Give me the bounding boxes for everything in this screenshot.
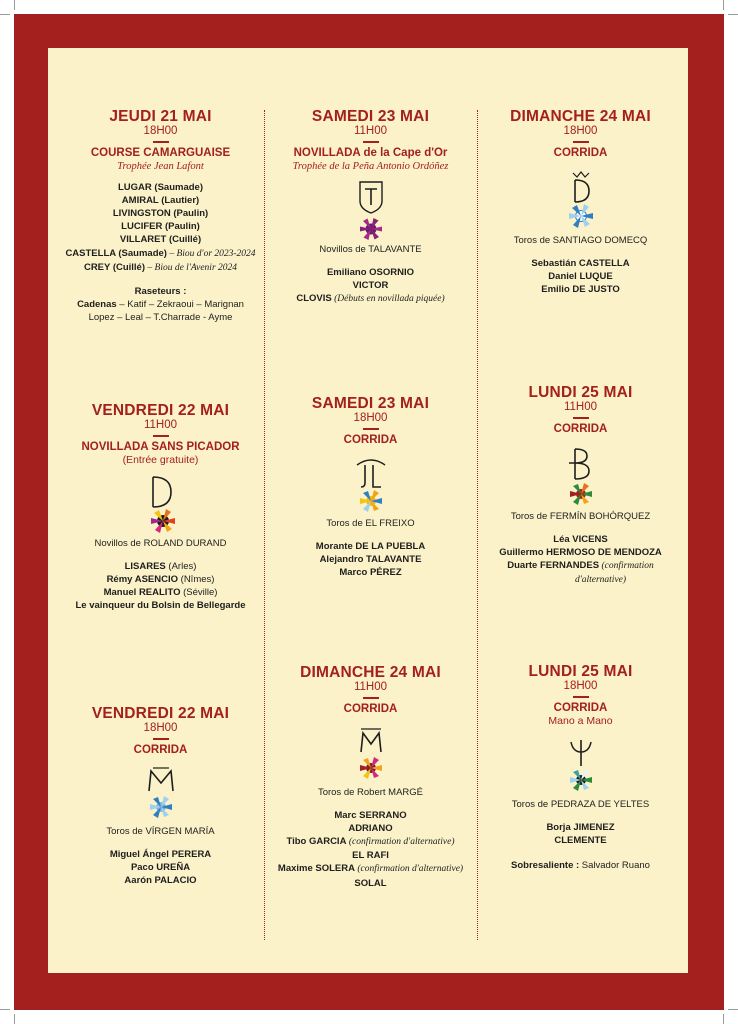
ganaderia-brand-logo — [561, 736, 601, 796]
event-type: CORRIDA — [343, 702, 398, 715]
event-day: SAMEDI 23 MAI — [311, 395, 430, 412]
participant: Daniel LUQUE — [548, 270, 613, 282]
participant-list — [58, 560, 263, 613]
participant: Léa VICENS — [553, 533, 608, 545]
raseteurs-line: Lopez – Leal – T.Charrade - Ayme — [88, 312, 233, 324]
event-jeudi-21 — [58, 108, 263, 325]
participant: CLEMENTE — [554, 834, 607, 846]
event-time: 11H00 — [353, 681, 388, 693]
event-subtitle: (Entrée gratuite) — [122, 453, 199, 466]
sobresaliente-label: Sobresaliente : — [511, 859, 580, 871]
participant: Borja JIMENEZ — [546, 821, 615, 833]
crop-mark — [728, 1009, 738, 1010]
participant-list — [478, 821, 683, 847]
column-divider — [264, 110, 265, 940]
ganaderia-name: Toros de SANTIAGO DOMECQ — [513, 234, 648, 246]
participant: Aarón PALACIO — [124, 874, 197, 886]
ganaderia-brand-logo — [351, 179, 391, 241]
participant: Maxime SOLERA (confirmation d'alternative) — [277, 863, 464, 875]
event-dimanche-24-11h — [268, 664, 473, 890]
ganaderia-brand-logo — [351, 726, 391, 784]
event-time: 18H00 — [143, 722, 178, 734]
participant-list — [478, 533, 683, 588]
participant: Le vainqueur du Bolsin de Bellegarde — [75, 600, 246, 612]
participant: VICTOR — [352, 279, 389, 291]
crop-mark — [0, 14, 10, 15]
event-type: CORRIDA — [553, 701, 608, 714]
participant: Emiliano OSORNIO — [326, 266, 415, 278]
event-type: COURSE CAMARGUAISE — [90, 146, 231, 159]
ganaderia-name: Toros de Robert MARGÉ — [317, 786, 424, 798]
event-subtitle: Trophée de la Peña Antonio Ordóñez — [292, 160, 449, 172]
event-samedi-23-18h — [268, 395, 473, 579]
participant-list — [478, 257, 683, 297]
divider-dash — [363, 697, 379, 699]
participant-list — [58, 181, 263, 275]
ganaderia-brand-logo — [141, 767, 181, 823]
participant: Emilio DE JUSTO — [541, 283, 620, 295]
event-day: SAMEDI 23 MAI — [311, 108, 430, 125]
participant: Duarte FERNANDES (confirmation — [507, 559, 654, 571]
ganaderia-brand-logo — [351, 457, 391, 515]
participant: Marco PÉREZ — [339, 566, 402, 578]
divider-dash — [573, 417, 589, 419]
ganaderia-brand-logo — [561, 170, 601, 232]
sobresaliente — [478, 859, 683, 872]
participant: Paco UREÑA — [130, 861, 191, 873]
participant: VILLARET (Cuillé) — [119, 234, 202, 246]
participant: Morante DE LA PUEBLA — [315, 540, 426, 552]
event-type: NOVILLADA SANS PICADOR — [81, 440, 240, 453]
participant: Rémy ASENCIO (Nîmes) — [106, 573, 215, 585]
raseteurs — [58, 285, 263, 325]
participant: LUCIFER (Paulin) — [121, 221, 200, 233]
event-vendredi-22-18h — [58, 705, 263, 887]
event-subtitle: Trophée Jean Lafont — [117, 160, 204, 172]
event-type: CORRIDA — [553, 146, 608, 159]
sobresaliente-name: Salvador Ruano — [579, 859, 650, 871]
crop-mark — [0, 1009, 10, 1010]
participant: CLOVIS (Débuts en novillada piquée) — [296, 292, 445, 304]
divider-dash — [153, 141, 169, 143]
participant: Marc SERRANO — [334, 809, 407, 821]
participant: LUGAR (Saumade) — [118, 181, 203, 193]
divider-dash — [153, 738, 169, 740]
participant: d'alternative) — [574, 575, 627, 586]
crop-mark — [723, 0, 724, 10]
participant: Guillermo HERMOSO DE MENDOZA — [499, 546, 662, 558]
participant: Manuel REALITO (Séville) — [103, 586, 218, 598]
participant: Tibo GARCIA (confirmation d'alternative) — [286, 835, 455, 847]
event-time: 11H00 — [143, 419, 178, 431]
event-vendredi-22-11h — [58, 402, 263, 612]
ganaderia-name: Toros de FERMÍN BOHÓRQUEZ — [510, 510, 651, 522]
ganaderia-name: Novillos de ROLAND DURAND — [94, 537, 227, 549]
event-day: DIMANCHE 24 MAI — [510, 108, 651, 125]
participant: LIVINGSTON (Paulin) — [112, 207, 209, 219]
participant-list — [268, 266, 473, 307]
divider-dash — [153, 435, 169, 437]
participant: CASTELLA (Saumade) – Biou d'or 2023-2024 — [65, 247, 256, 259]
event-dimanche-24-18h — [478, 108, 683, 296]
raseteurs-line: Cadenas – Katif – Zekraoui – Marignan — [77, 299, 244, 311]
event-time: 18H00 — [563, 680, 598, 692]
event-time: 11H00 — [563, 401, 598, 413]
participant: ADRIANO — [348, 822, 393, 834]
event-samedi-23-11h — [268, 108, 473, 306]
participant: EL RAFI — [352, 850, 389, 862]
event-type: CORRIDA — [553, 422, 608, 435]
ganaderia-name: Novillos de TALAVANTE — [319, 243, 422, 255]
event-subtitle: Mano a Mano — [548, 714, 613, 727]
divider-dash — [573, 141, 589, 143]
event-time: 18H00 — [353, 412, 388, 424]
event-type: NOVILLADA de la Cape d'Or — [293, 146, 448, 159]
divider-dash — [573, 696, 589, 698]
ganaderia-brand-logo — [141, 473, 181, 535]
divider-dash — [363, 428, 379, 430]
event-day: VENDREDI 22 MAI — [91, 705, 230, 722]
divider-dash — [363, 141, 379, 143]
ganaderia-name: Toros de EL FREIXO — [326, 517, 415, 529]
participant: Alejandro TALAVANTE — [319, 553, 422, 565]
event-lundi-25-11h — [478, 384, 683, 587]
event-day: DIMANCHE 24 MAI — [300, 664, 441, 681]
event-time: 18H00 — [563, 125, 598, 137]
event-type: CORRIDA — [133, 743, 188, 756]
event-type: CORRIDA — [343, 433, 398, 446]
program-panel — [48, 48, 688, 973]
event-lundi-25-18h — [478, 663, 683, 872]
participant: Miguel Ángel PERERA — [109, 848, 212, 860]
participant-list — [58, 848, 263, 888]
participant-list — [268, 809, 473, 890]
participant: CREY (Cuillé) – Biou de l'Avenir 2024 — [83, 261, 238, 273]
crop-mark — [728, 14, 738, 15]
ganaderia-name: Toros de PEDRAZA DE YELTES — [511, 798, 650, 810]
crop-mark — [14, 1014, 15, 1024]
ganaderia-name: Toros de VÍRGEN MARÍA — [106, 825, 215, 837]
raseteurs-label: Raseteurs : — [134, 285, 187, 297]
crop-mark — [14, 0, 15, 10]
event-day: LUNDI 25 MAI — [528, 663, 633, 680]
event-day: LUNDI 25 MAI — [528, 384, 633, 401]
participant: SOLAL — [354, 877, 387, 889]
participant: LISARES (Arles) — [124, 560, 197, 572]
participant-list — [268, 540, 473, 580]
event-day: JEUDI 21 MAI — [109, 108, 212, 125]
participant: Sebastián CASTELLA — [531, 257, 630, 269]
crop-mark — [723, 1014, 724, 1024]
event-time: 11H00 — [353, 125, 388, 137]
event-time: 18H00 — [143, 125, 178, 137]
participant: AMIRAL (Lautier) — [121, 194, 200, 206]
event-day: VENDREDI 22 MAI — [91, 402, 230, 419]
ganaderia-brand-logo — [561, 446, 601, 508]
